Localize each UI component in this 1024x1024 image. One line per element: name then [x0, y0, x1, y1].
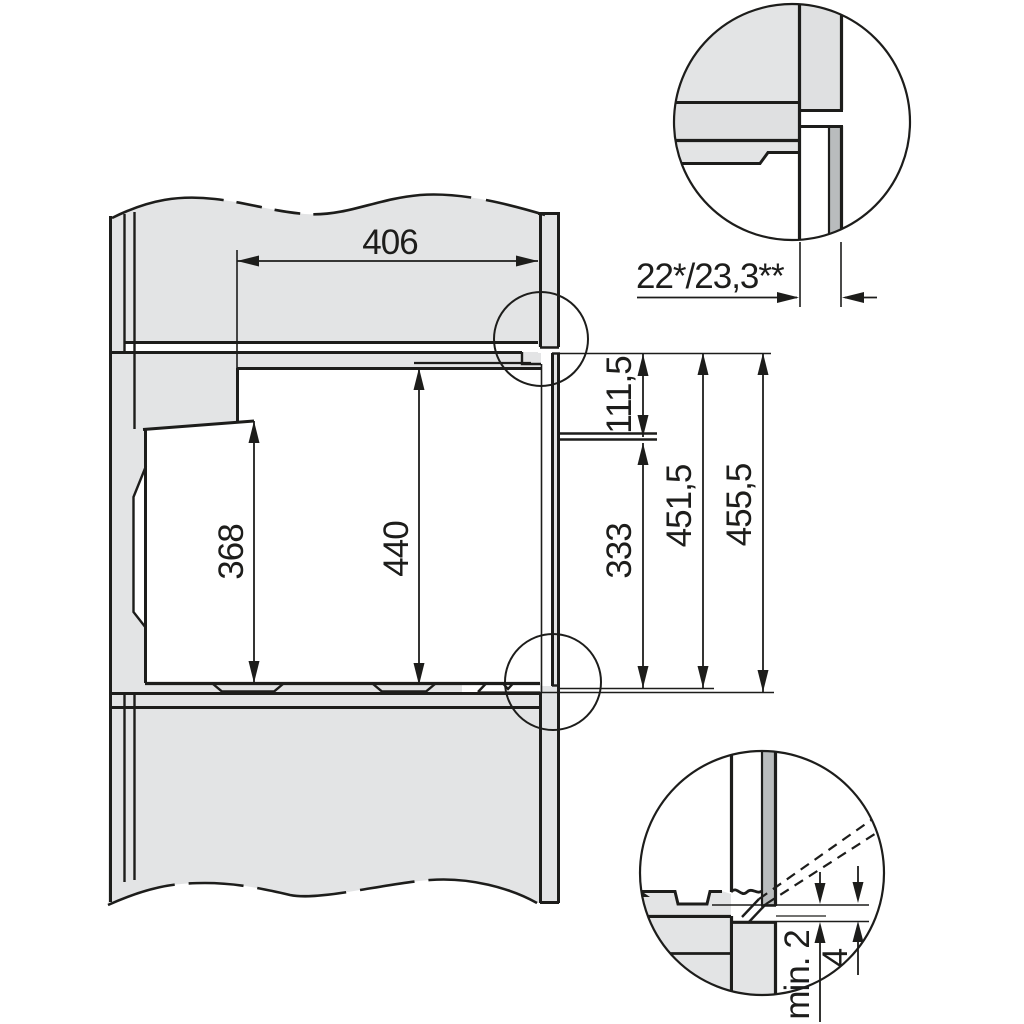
- detail-view-top: [636, 0, 910, 307]
- arrowhead-top: [758, 353, 769, 375]
- arrowhead-bottom: [638, 666, 649, 688]
- lower-front-panel-section: [733, 923, 775, 998]
- dimension-label: min. 2: [778, 930, 817, 1020]
- dimension-front-opening: [660, 353, 709, 688]
- dimension-label: 440: [377, 521, 416, 577]
- dimension-front-upper: [600, 354, 649, 437]
- dimension-trim-clearance: [816, 866, 864, 975]
- arrowhead-bottom: [698, 666, 709, 688]
- dimension-front-total: [720, 353, 769, 692]
- dimension-label: 22*/23,3**: [636, 257, 784, 296]
- arrowhead-right: [842, 292, 864, 303]
- arrowhead-down: [815, 883, 826, 904]
- detail-view-bottom: [638, 748, 884, 1022]
- shelf-band: [670, 102, 800, 140]
- front-panel-upper: [800, 0, 841, 110]
- arrowhead-top: [698, 353, 709, 375]
- arrowhead-up: [853, 921, 864, 942]
- top-cupboard-section: [670, 0, 800, 102]
- door-swing-dashed-2: [766, 830, 881, 904]
- arrowhead-down: [853, 882, 864, 903]
- dimension-label: 368: [212, 524, 251, 580]
- dimension-label: 333: [600, 523, 639, 579]
- door-edge-strip: [762, 748, 775, 906]
- dimension-label: 451,5: [660, 464, 699, 548]
- arrowhead-top: [638, 443, 649, 465]
- dimension-label: 4: [816, 948, 855, 968]
- dimension-door-gap: [778, 872, 826, 1022]
- dimension-front-lower: [600, 443, 649, 688]
- arrowhead-top: [638, 354, 649, 376]
- arrowhead-bottom: [758, 670, 769, 692]
- door-section: [800, 126, 829, 246]
- dimension-label: 111,5: [600, 356, 639, 434]
- door-section: [732, 748, 762, 894]
- detail-top-content: [670, 0, 843, 246]
- dimension-label: 406: [362, 223, 418, 262]
- dimension-label: 455,5: [720, 463, 759, 547]
- dimension-panel-thickness: [636, 242, 877, 307]
